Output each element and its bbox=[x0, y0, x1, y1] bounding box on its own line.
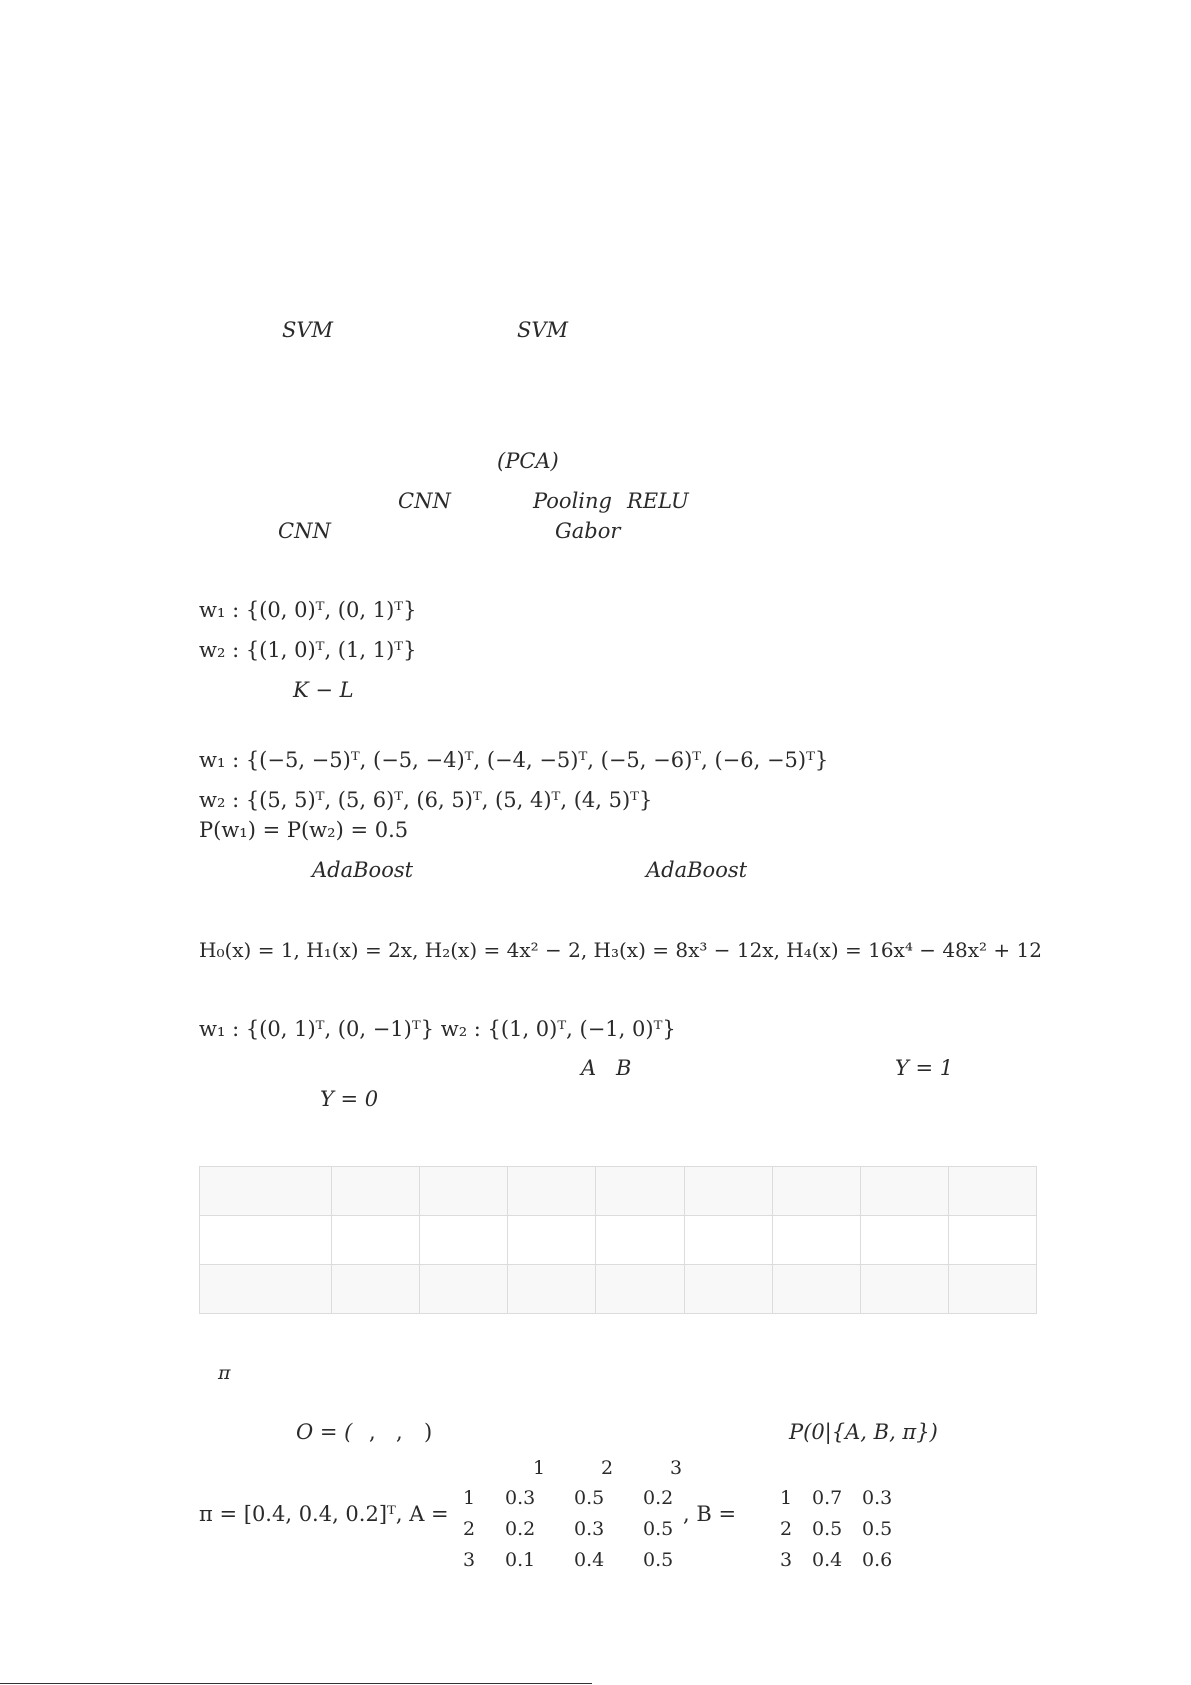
pooling-term: Pooling bbox=[533, 489, 612, 513]
matrix-a-row-label: 2 bbox=[463, 1518, 476, 1540]
table-cell bbox=[200, 1216, 332, 1265]
table-cell bbox=[420, 1167, 508, 1216]
kl-class-w2: w₂ : {(1, 0)ᵀ, (1, 1)ᵀ} bbox=[199, 638, 417, 662]
matrix-a-cell: 0.4 bbox=[574, 1549, 605, 1571]
table-cell bbox=[508, 1265, 596, 1314]
table-cell bbox=[860, 1216, 948, 1265]
table-cell bbox=[772, 1216, 860, 1265]
table-cell bbox=[948, 1265, 1036, 1314]
matrix-a-cell: 0.5 bbox=[643, 1549, 674, 1571]
adaboost-term-2: AdaBoost bbox=[646, 858, 748, 882]
table-cell bbox=[508, 1216, 596, 1265]
matrix-b-cell: 0.5 bbox=[812, 1518, 843, 1540]
gabor-term: Gabor bbox=[555, 519, 621, 543]
var-b: B bbox=[616, 1056, 632, 1080]
table-cell bbox=[596, 1167, 684, 1216]
matrix-b-row-label: 3 bbox=[780, 1549, 793, 1571]
y-equals-1: Y = 1 bbox=[895, 1056, 954, 1080]
matrix-a-col-header: 3 bbox=[670, 1457, 683, 1479]
table-cell bbox=[200, 1265, 332, 1314]
matrix-a-row-label: 1 bbox=[463, 1487, 476, 1509]
matrix-a-cell: 0.2 bbox=[643, 1487, 674, 1509]
matrix-b-cell: 0.7 bbox=[812, 1487, 843, 1509]
kl-class-w1: w₁ : {(0, 0)ᵀ, (0, 1)ᵀ} bbox=[199, 598, 417, 622]
svm-term-2: SVM bbox=[517, 318, 569, 342]
table-cell bbox=[860, 1167, 948, 1216]
bayes-classes: w₁ : {(0, 1)ᵀ, (0, −1)ᵀ} w₂ : {(1, 0)ᵀ, (−1, 0)ᵀ} bbox=[199, 1017, 676, 1041]
matrix-a-row-label: 3 bbox=[463, 1549, 476, 1571]
matrix-a-cell: 0.3 bbox=[505, 1487, 536, 1509]
matrix-b-cell: 0.6 bbox=[862, 1549, 893, 1571]
table-cell bbox=[948, 1167, 1036, 1216]
table-cell bbox=[860, 1265, 948, 1314]
observation-seq-close: ) bbox=[424, 1420, 433, 1444]
matrix-a-cell: 0.3 bbox=[574, 1518, 605, 1540]
matrix-a-cell: 0.5 bbox=[643, 1518, 674, 1540]
kl-method: K − L bbox=[293, 678, 354, 702]
table-cell bbox=[596, 1265, 684, 1314]
table-cell bbox=[508, 1167, 596, 1216]
matrix-a-cell: 0.5 bbox=[574, 1487, 605, 1509]
matrix-a-cell: 0.2 bbox=[505, 1518, 536, 1540]
pca-term: (PCA) bbox=[497, 449, 559, 473]
table-cell bbox=[596, 1216, 684, 1265]
table-row bbox=[200, 1167, 1037, 1216]
adaboost-class-w2: w₂ : {(5, 5)ᵀ, (5, 6)ᵀ, (6, 5)ᵀ, (5, 4)ᵀ, (4, 5)ᵀ} bbox=[199, 788, 653, 812]
table-cell bbox=[420, 1265, 508, 1314]
table-cell bbox=[772, 1265, 860, 1314]
pi-vector-equation: π = [0.4, 0.4, 0.2]ᵀ, A = bbox=[199, 1502, 449, 1526]
adaboost-term-1: AdaBoost bbox=[312, 858, 414, 882]
data-table bbox=[199, 1166, 1037, 1314]
matrix-b-row-label: 2 bbox=[780, 1518, 793, 1540]
y-equals-0: Y = 0 bbox=[320, 1087, 379, 1111]
var-a: A bbox=[581, 1056, 597, 1080]
table-cell bbox=[420, 1216, 508, 1265]
cnn-term-1: CNN bbox=[398, 489, 451, 513]
footnote-divider bbox=[0, 1683, 592, 1684]
pi-symbol: π bbox=[218, 1362, 231, 1384]
table-cell bbox=[948, 1216, 1036, 1265]
table-cell bbox=[684, 1265, 772, 1314]
hermite-polynomials: H₀(x) = 1, H₁(x) = 2x, H₂(x) = 4x² − 2, H₃(x) = 8x³ − 12x, H₄(x) = 16x⁴ − 48x² + 12 bbox=[199, 938, 1042, 962]
matrix-a-cell: 0.1 bbox=[505, 1549, 536, 1571]
matrix-b-cell: 0.5 bbox=[862, 1518, 893, 1540]
matrix-b-cell: 0.3 bbox=[862, 1487, 893, 1509]
table-cell bbox=[684, 1167, 772, 1216]
table-cell bbox=[332, 1167, 420, 1216]
observation-seq-open: O = ( bbox=[296, 1420, 353, 1444]
svm-term-1: SVM bbox=[282, 318, 334, 342]
table-cell bbox=[684, 1216, 772, 1265]
matrix-a-col-header: 2 bbox=[601, 1457, 614, 1479]
matrix-b-row-label: 1 bbox=[780, 1487, 793, 1509]
table-cell bbox=[200, 1167, 332, 1216]
table-cell bbox=[332, 1216, 420, 1265]
matrix-b-cell: 0.4 bbox=[812, 1549, 843, 1571]
table-cell bbox=[772, 1167, 860, 1216]
observation-sep-1: , bbox=[369, 1420, 376, 1444]
relu-term: RELU bbox=[627, 489, 689, 513]
table-cell bbox=[332, 1265, 420, 1314]
target-probability: P(0|{A, B, π}) bbox=[789, 1420, 938, 1444]
adaboost-prior: P(w₁) = P(w₂) = 0.5 bbox=[199, 818, 409, 842]
adaboost-class-w1: w₁ : {(−5, −5)ᵀ, (−5, −4)ᵀ, (−4, −5)ᵀ, (−5, −6)ᵀ, (−6, −5)ᵀ} bbox=[199, 748, 829, 772]
matrix-a-col-header: 1 bbox=[533, 1457, 546, 1479]
cnn-term-2: CNN bbox=[278, 519, 331, 543]
b-matrix-equation: , B = bbox=[683, 1502, 737, 1526]
observation-sep-2: , bbox=[396, 1420, 403, 1444]
table-row bbox=[200, 1216, 1037, 1265]
table-row bbox=[200, 1265, 1037, 1314]
